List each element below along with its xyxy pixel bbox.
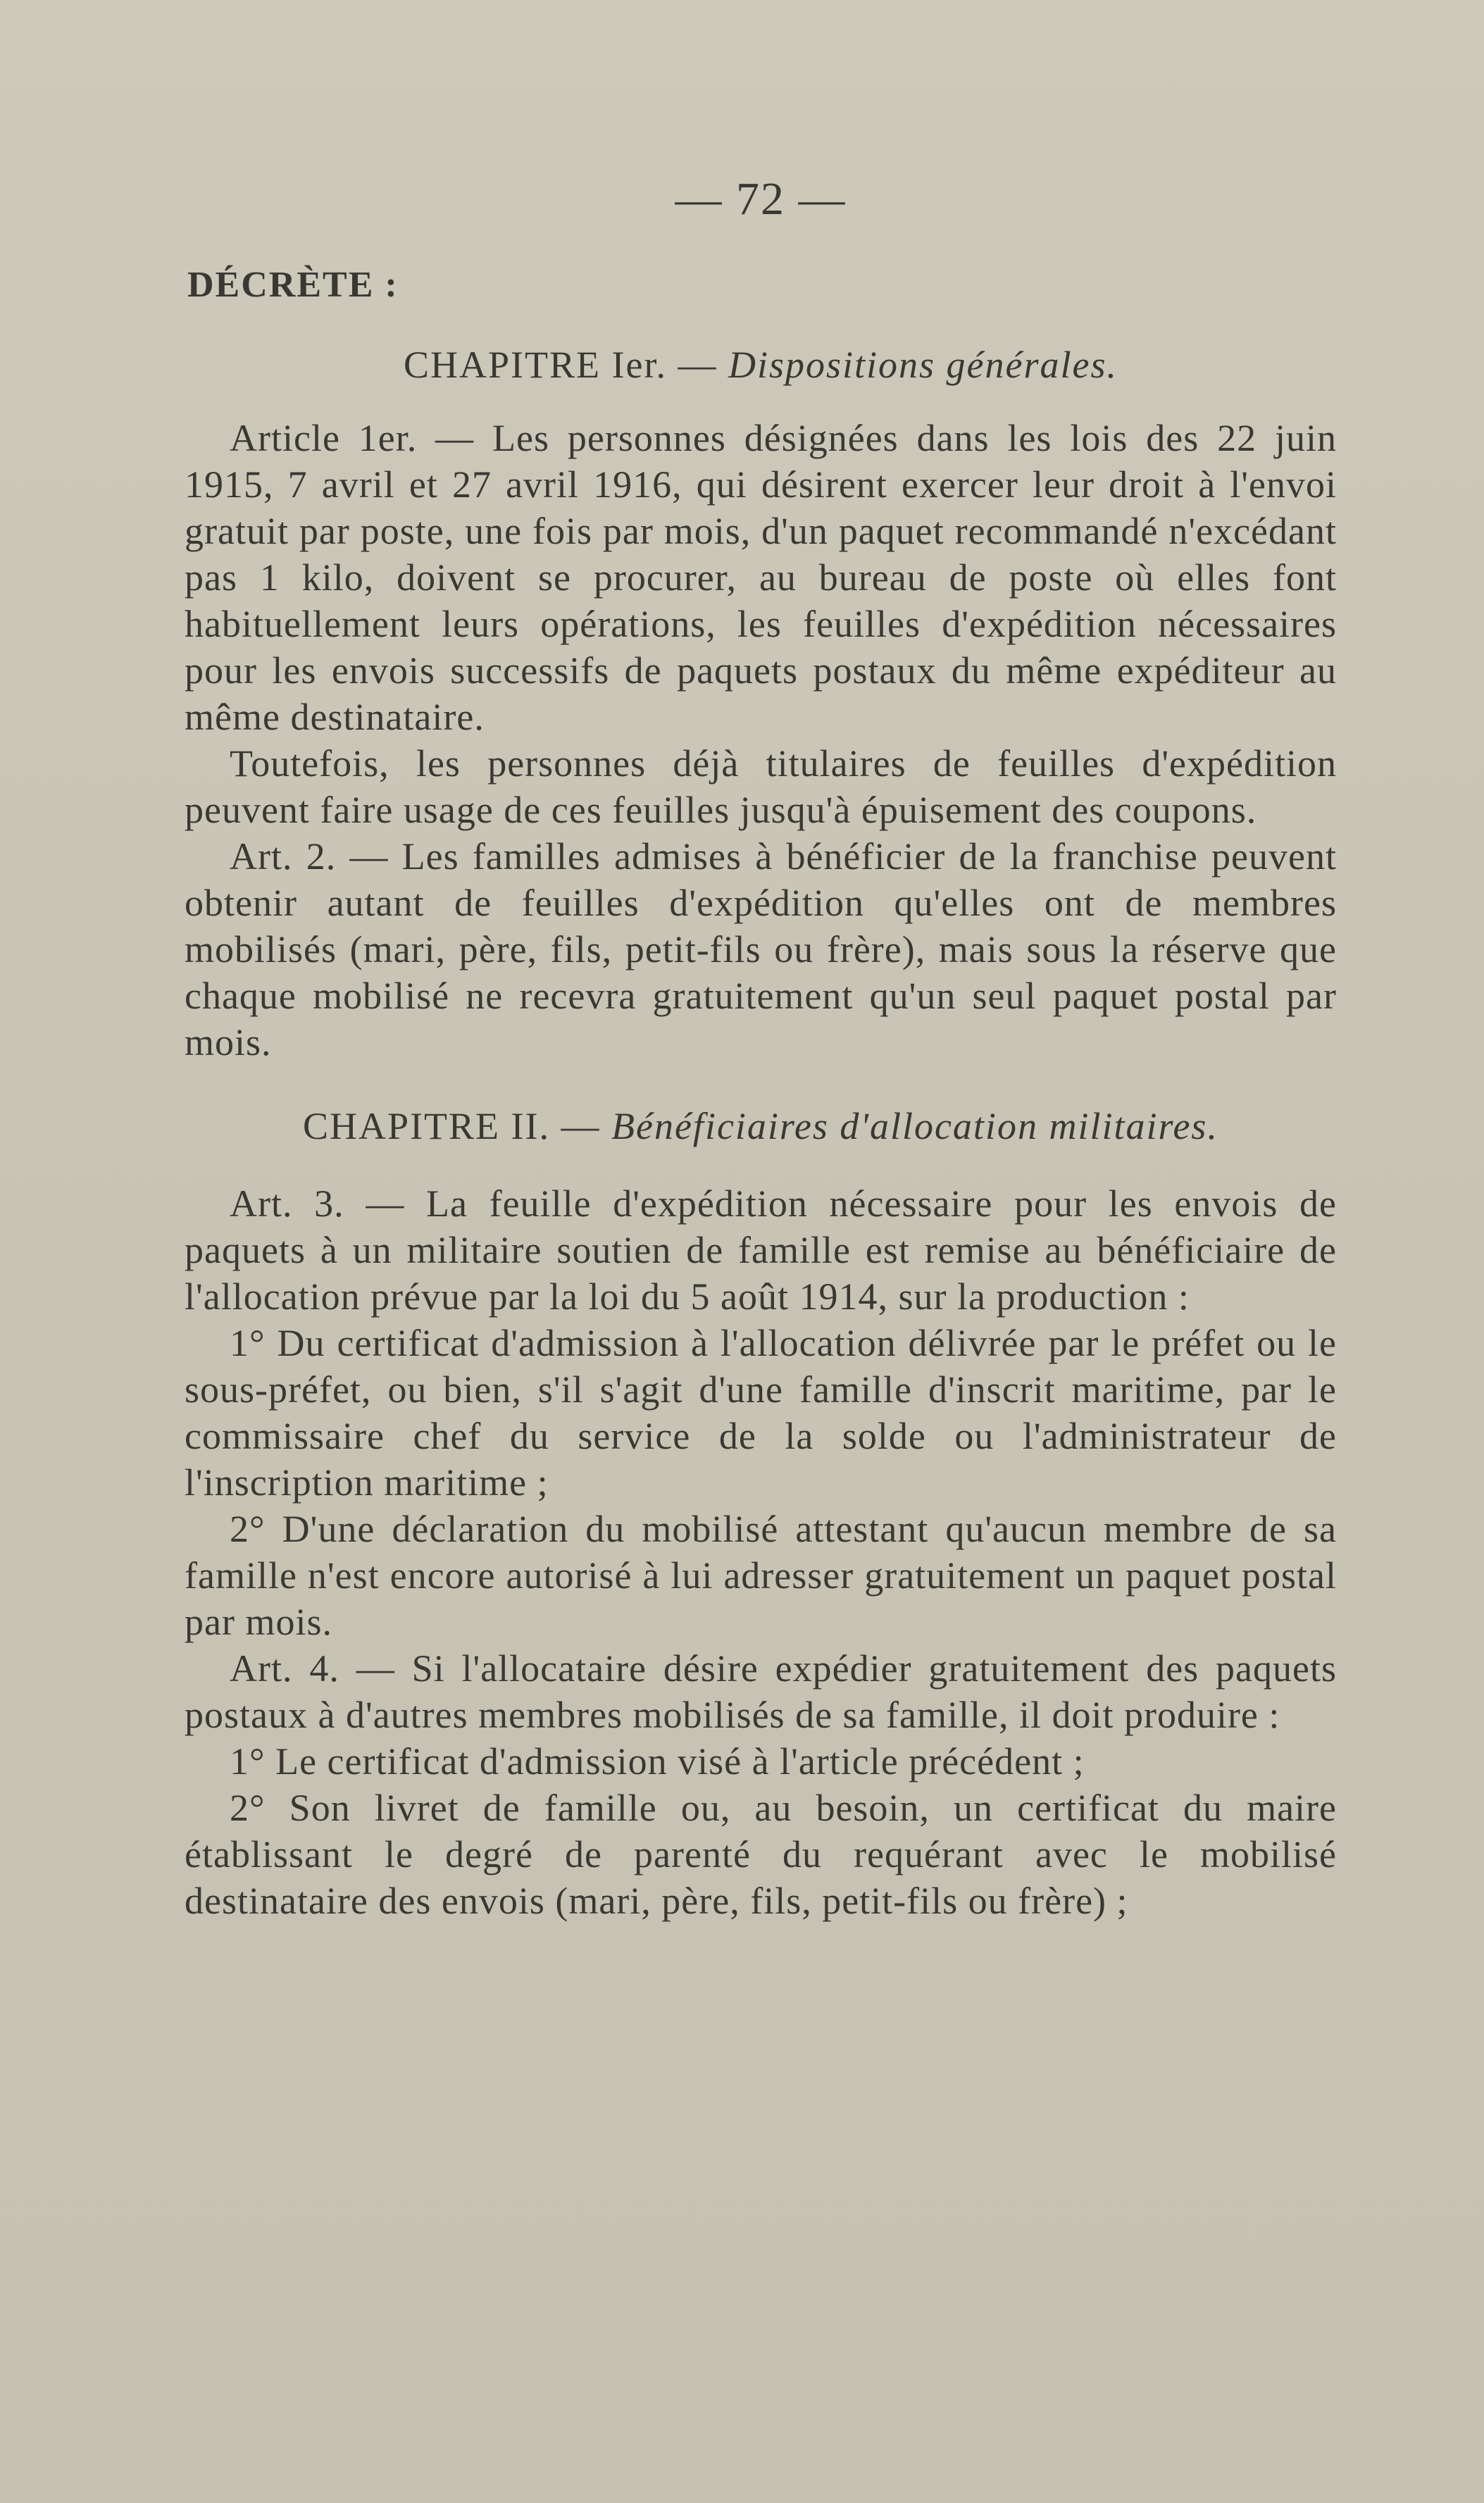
toutefois-paragraph: Toutefois, les personnes déjà titulaires de feuilles d'expédition peuvent faire usage de ces feuilles jusqu'à épuisement des coupons. (185, 742, 1337, 832)
decrete-heading: DÉCRÈTE : (187, 265, 399, 305)
article-2-paragraph: Art. 2. — Les familles admises à bénéficier de la franchise peuvent obtenir autant de feuilles d'expédition qu'elles ont de membres mobilisés (mari, père, fils, petit-fils ou frère), mais sous la réserve que chaque mobilisé ne recevra gratuitement qu'un seul paquet postal par mois. (185, 835, 1337, 1064)
chapter-1-title: CHAPITRE Ier. — (404, 344, 718, 387)
article-3-item-2: 2° D'une déclaration du mobilisé attestant qu'aucun membre de sa famille n'est encore autorisé à lui adresser gratuitement un paquet postal par mois. (185, 1507, 1337, 1643)
article-3-item-1: 1° Du certificat d'admission à l'allocation délivrée par le préfet ou le sous-préfet, ou bien, s'il s'agit d'une famille d'inscrit maritime, par le commissaire chef du service de la solde ou l'administrateur de l'inscription maritime ; (185, 1321, 1337, 1504)
page-text (185, 173, 1337, 1924)
page-number: — 72 — (675, 173, 847, 225)
chapter-2-title: CHAPITRE II. — (303, 1105, 601, 1148)
article-4-paragraph: Art. 4. — Si l'allocataire désire expédier gratuitement des paquets postaux à d'autres membres mobilisés de sa famille, il doit produire : (185, 1647, 1337, 1736)
chapter-1-subtitle: Dispositions générales. (728, 344, 1118, 387)
article-4-item-1: 1° Le certificat d'admission visé à l'article précédent ; (230, 1740, 1085, 1783)
chapter-2-heading (185, 1104, 1337, 1149)
chapter-1-heading (185, 342, 1337, 388)
article-3-paragraph: Art. 3. — La feuille d'expédition nécessaire pour les envois de paquets à un militaire soutien de famille est remise au bénéficiaire de l'allocation prévue par la loi du 5 août 1914, sur la production : (185, 1182, 1337, 1318)
article-1-paragraph: Article 1er. — Les personnes désignées dans les lois des 22 juin 1915, 7 avril et 27 avril 1916, qui désirent exercer leur droit à l'envoi gratuit par poste, une fois par mois, d'un paquet recommandé n'excédant pas 1 kilo, doivent se procurer, au bureau de poste où elles font habituellement leurs opérations, les feuilles d'expédition nécessaires pour les envois successifs de paquets postaux du même expéditeur au même destinataire. (185, 417, 1337, 739)
article-4-item-2: 2° Son livret de famille ou, au besoin, un certificat du maire établissant le degré de parenté du requérant avec le mobilisé destinataire des envois (mari, père, fils, petit-fils ou frère) ; (185, 1786, 1337, 1922)
chapter-2-subtitle: Bénéficiaires d'allocation militaires. (611, 1105, 1218, 1148)
